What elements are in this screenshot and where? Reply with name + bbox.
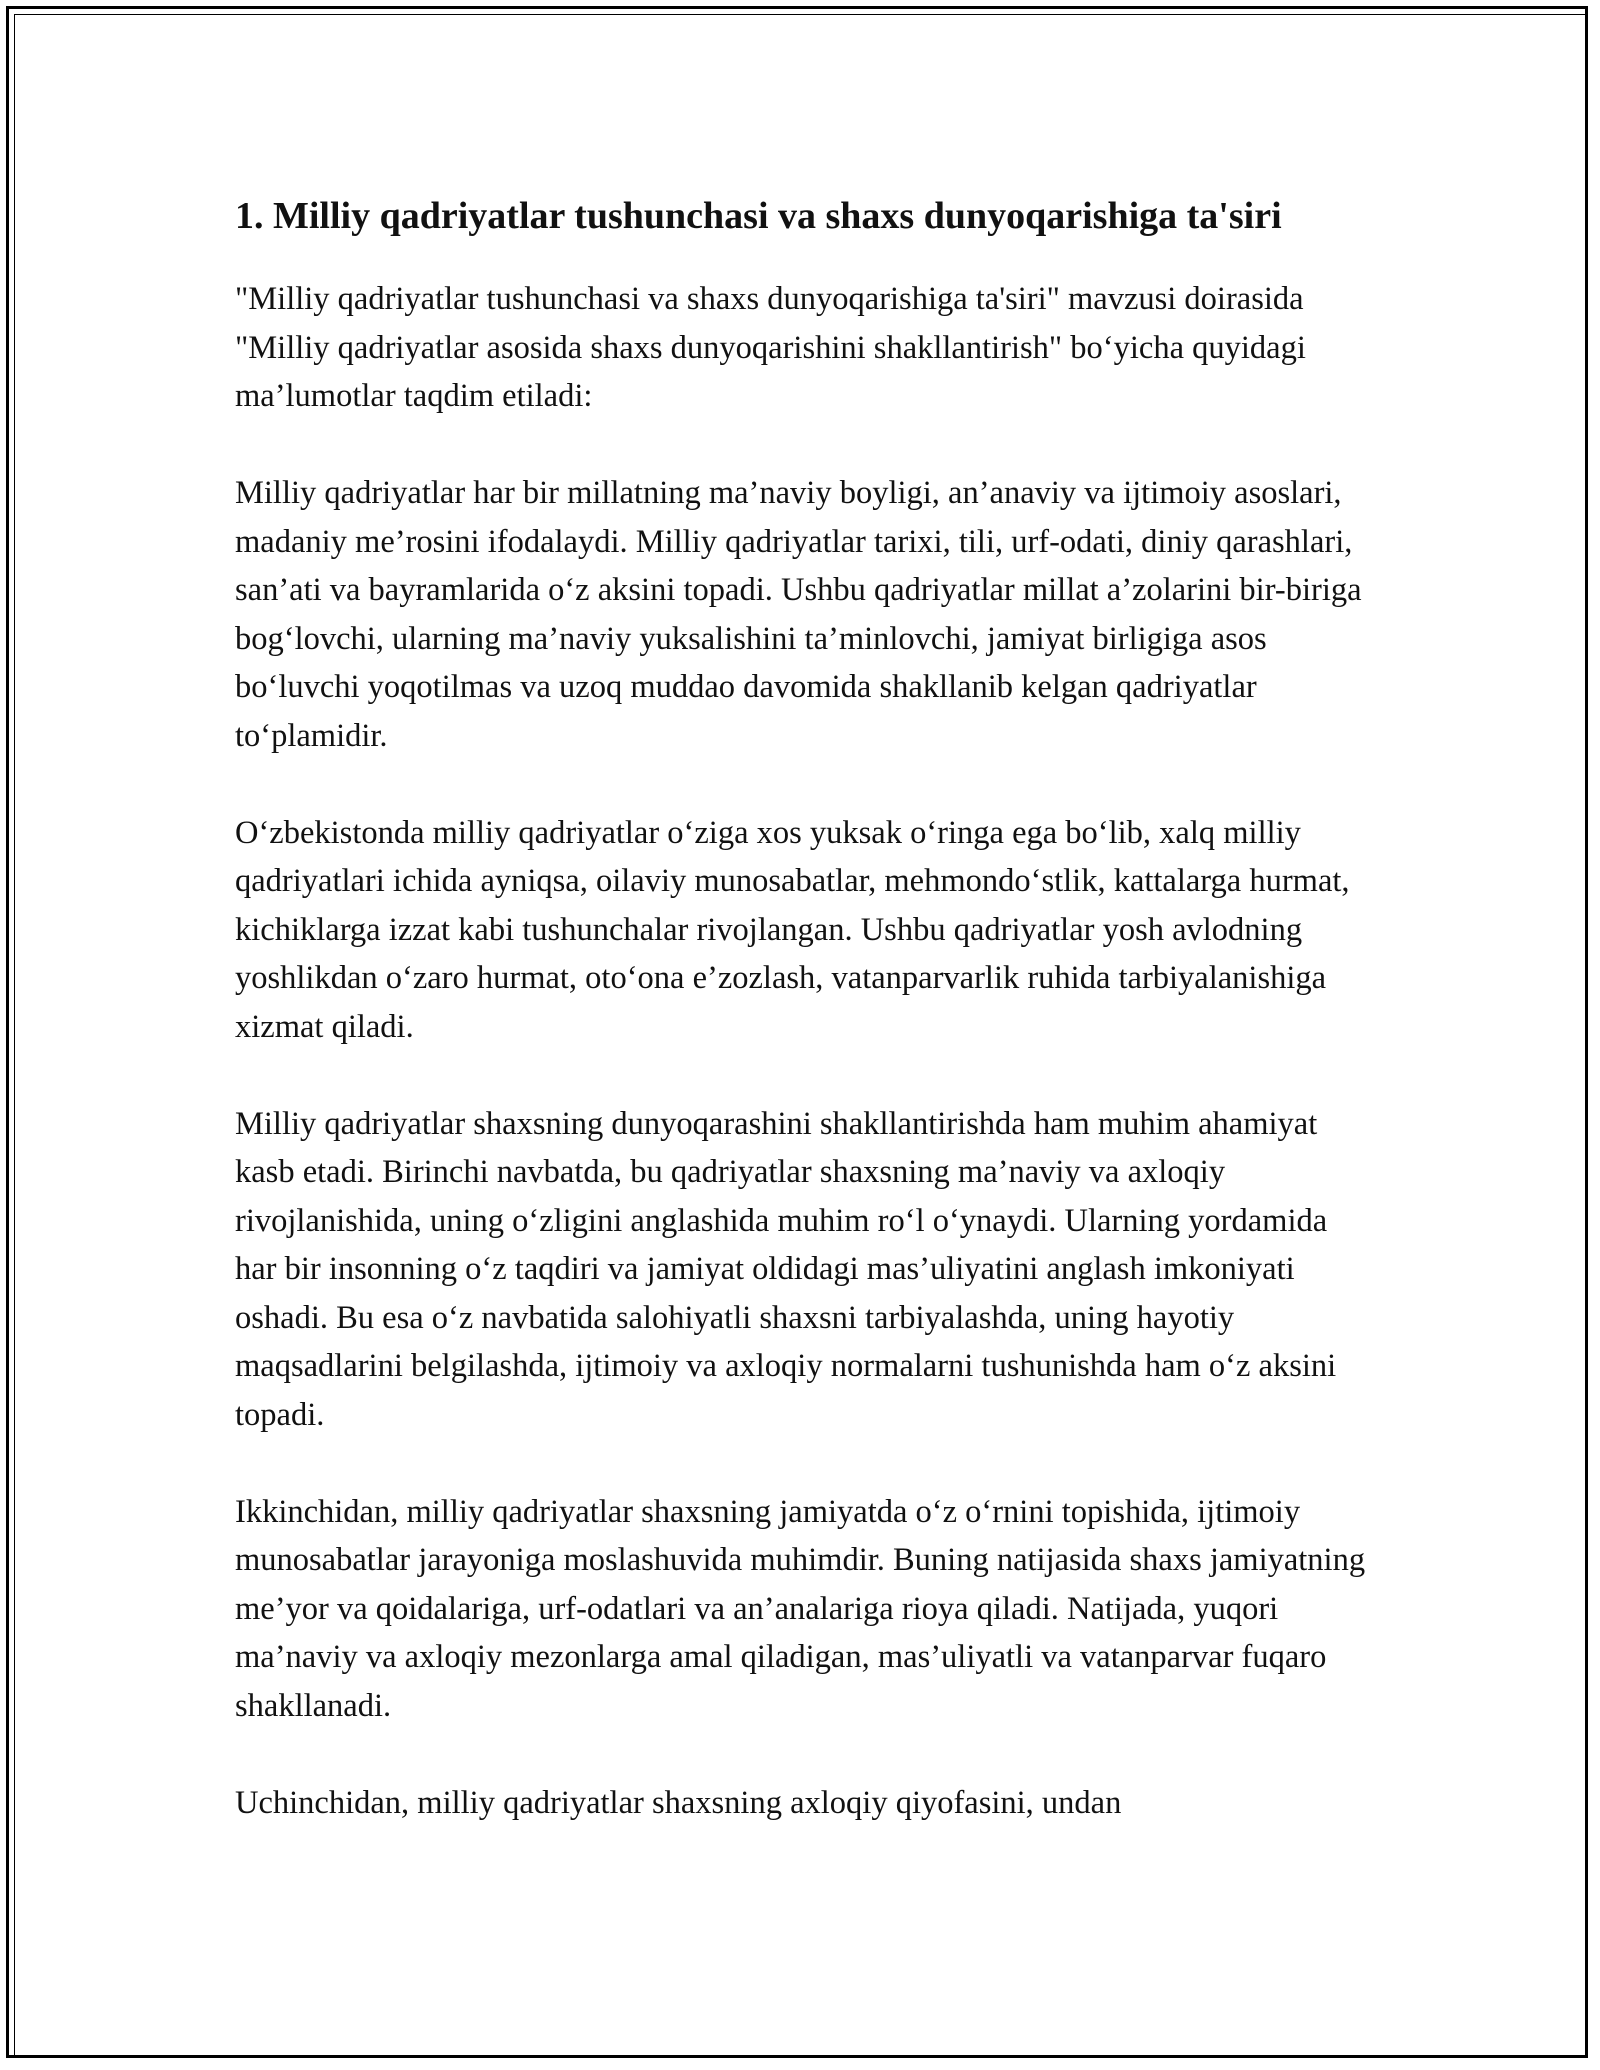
paragraph-uzbekistan: O‘zbekistonda milliy qadriyatlar o‘ziga xos yuksak o‘ringa ega bo‘lib, xalq milliy qadriyatlari ichida ayniqsa, oilaviy munosabatlar, mehmondo‘stlik, kattalarga hurmat, kichiklarga izzat kabi tushunchalar rivojlangan. Ushbu qadriyatlar yosh avlodning yoshlikdan o‘zaro hurmat, oto‘ona e’zozlash, vatanparvarlik ruhida tarbiyalanishiga xizmat qiladi. (235, 814, 1350, 1045)
paragraph-definition: Milliy qadriyatlar har bir millatning ma’naviy boyligi, an’anaviy va ijtimoiy asoslari, madaniy me’rosini ifodalaydi. Milliy qadriyatlar tarixi, tili, urf-odati, diniy qarashlari, san’ati va bayramlarida o‘z aksini topadi. Ushbu qadriyatlar millat a’zolarini bir-biriga bog‘lovchi, ularning ma’naviy yuksalishini ta’minlovchi, jamiyat birligiga asos bo‘luvchi yoqotilmas va uzoq muddao davomida shakllanib kelgan qadriyatlar to‘plamidir. (235, 475, 1362, 754)
paragraph-intro: "Milliy qadriyatlar tushunchasi va shaxs dunyoqarishiga ta'siri" mavzusi doirasida "Milliy qadriyatlar asosida shaxs dunyoqarishini shakllantirish" bo‘yicha quyidagi ma’lumotlar taqdim etiladi: (235, 281, 1306, 414)
document-body (235, 190, 1375, 1876)
paragraph-first-point: Milliy qadriyatlar shaxsning dunyoqarashini shakllantirishda ham muhim ahamiyat kasb etadi. Birinchi navbatda, bu qadriyatlar shaxsning ma’naviy va axloqiy rivojlanishida, uning o‘zligini anglashida muhim ro‘l o‘ynaydi. Ularning yordamida har bir insonning o‘z taqdiri va jamiyat oldidagi mas’uliyatini anglash imkoniyati oshadi. Bu esa o‘z navbatida salohiyatli shaxsni tarbiyalashda, uning hayotiy maqsadlarini belgilashda, ijtimoiy va axloqiy normalarni tushunishda ham o‘z aksini topadi. (235, 1105, 1337, 1433)
section-heading: 1. Milliy qadriyatlar tushunchasi va shaxs dunyoqarishiga ta'siri (235, 195, 1282, 237)
paragraph-second-point: Ikkinchidan, milliy qadriyatlar shaxsning jamiyatda o‘z o‘rnini topishida, ijtimoiy munosabatlar jarayoniga moslashuvida muhimdir. Buning natijasida shaxs jamiyatning me’yor va qoidalariga, urf-odatlari va an’analariga rioya qiladi. Natijada, yuqori ma’naviy va axloqiy mezonlarga amal qiladigan, mas’uliyatli va vatanparvar fuqaro shakllanadi. (235, 1493, 1366, 1724)
paragraph-third-point: Uchinchidan, milliy qadriyatlar shaxsning axloqiy qiyofasini, undan (235, 1784, 1122, 1821)
